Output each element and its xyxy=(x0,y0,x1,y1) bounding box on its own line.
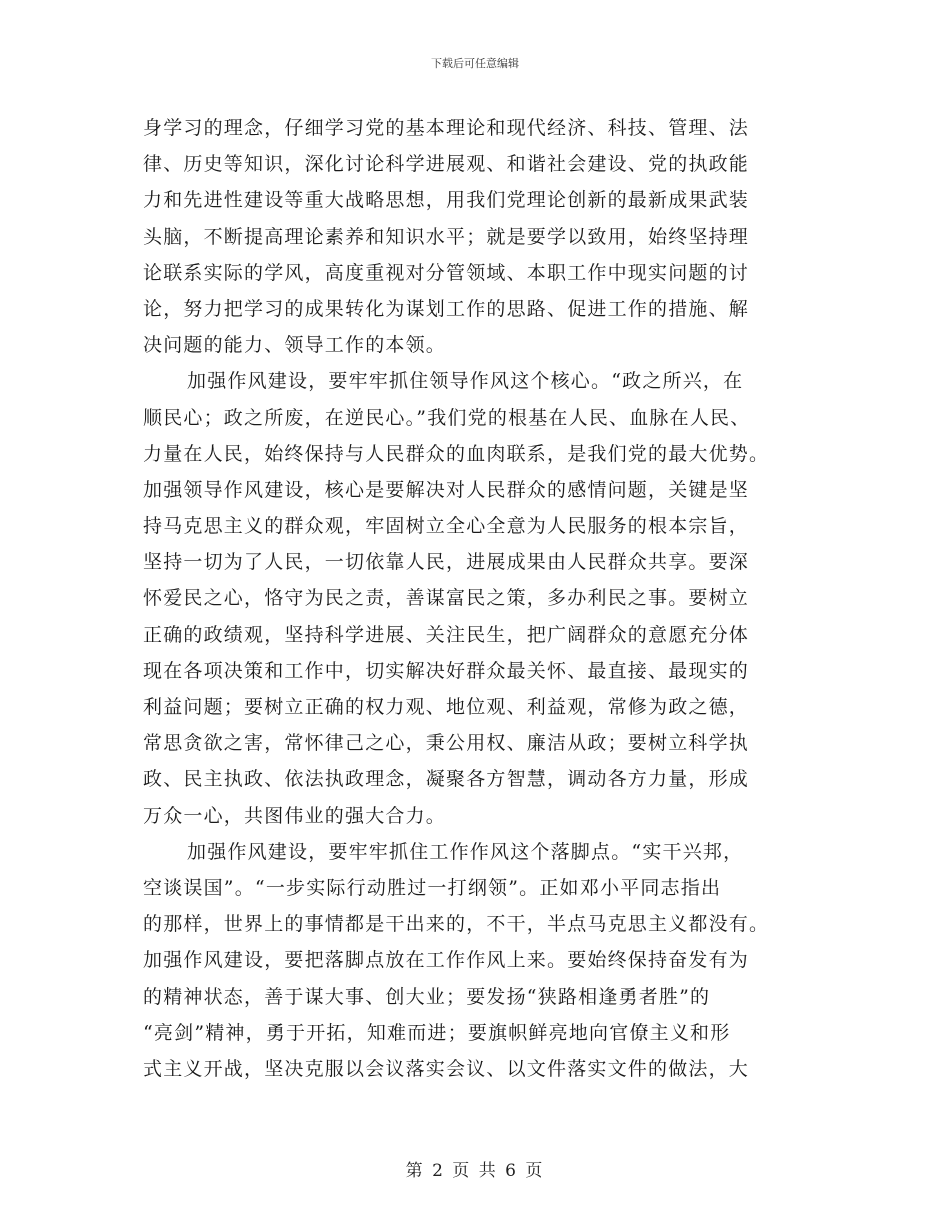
page-footer: 第 2 页 共 6 页 xyxy=(405,1161,545,1181)
text-line: 坚持一切为了人民，一切依靠人民，进展成果由人民群众共享。要深 xyxy=(143,551,750,574)
text-line: 常思贪欲之害，常怀律己之心，秉公用权、廉洁从政；要树立科学执 xyxy=(143,732,750,755)
text-line: 现在各项决策和工作中，切实解决好群众最关怀、最直接、最现实的 xyxy=(143,659,750,682)
text-line: 加强作风建设，要把落脚点放在工作作风上来。要始终保持奋发有为 xyxy=(143,949,750,972)
text-line: 决问题的能力、领导工作的本领。 xyxy=(143,334,447,357)
text-line: “亮剑”精神，勇于开拓，知难而进；要旗帜鲜亮地向官僚主义和形 xyxy=(143,1021,731,1044)
text-line: 的那样，世界上的事情都是干出来的，不干，半点马克思主义都没有。 xyxy=(143,913,770,936)
text-line: 政、民主执政、依法执政理念，凝聚各方智慧，调动各方力量，形成 xyxy=(143,768,750,791)
text-line: 顺民心；政之所废，在逆民心。”我们党的根基在人民、血脉在人民、 xyxy=(143,406,751,429)
text-line: 力量在人民，始终保持与人民群众的血肉联系，是我们党的最大优势。 xyxy=(143,442,770,465)
text-line: 怀爱民之心，恪守为民之责，善谋富民之策，多办利民之事。要树立 xyxy=(143,587,750,610)
text-line: 身学习的理念，仔细学习党的基本理论和现代经济、科技、管理、法 xyxy=(143,117,750,139)
text-line: 持马克思主义的群众观，牢固树立全心全意为人民服务的根本宗旨， xyxy=(143,515,750,538)
text-line: 论联系实际的学风，高度重视对分管领域、本职工作中现实问题的讨 xyxy=(143,261,750,284)
text-line: 空谈误国”。“一步实际行动胜过一打纲领”。正如邓小平同志指出 xyxy=(143,876,722,899)
text-line: 的精神状态，善于谋大事、创大业；要发扬“狭路相逢勇者胜”的 xyxy=(143,985,711,1008)
text-line: 正确的政绩观，坚持科学进展、关注民生，把广阔群众的意愿充分体 xyxy=(143,623,750,646)
text-line: 加强作风建设，要牢牢抓住工作作风这个落脚点。“实干兴邦， xyxy=(187,840,744,863)
text-line: 论，努力把学习的成果转化为谋划工作的思路、促进工作的措施、解 xyxy=(143,297,750,320)
text-line: 万众一心，共图伟业的强大合力。 xyxy=(143,804,447,827)
text-line: 加强领导作风建设，核心是要解决对人民群众的感情问题，关键是坚 xyxy=(143,478,750,501)
document-body xyxy=(143,110,815,1087)
text-line: 律、历史等知识，深化讨论科学进展观、和谐社会建设、党的执政能 xyxy=(143,153,750,176)
page-header: 下载后可任意编辑 xyxy=(431,57,519,70)
text-line: 头脑，不断提高理论素养和知识水平；就是要学以致用，始终坚持理 xyxy=(143,225,750,248)
text-line: 力和先进性建设等重大战略思想，用我们党理论创新的最新成果武装 xyxy=(143,189,750,212)
text-line: 式主义开战，坚决克服以会议落实会议、以文件落实文件的做法，大 xyxy=(143,1057,750,1080)
text-line: 利益问题；要树立正确的权力观、地位观、利益观，常修为政之德， xyxy=(143,696,750,718)
text-line: 加强作风建设，要牢牢抓住领导作风这个核心。“政之所兴，在 xyxy=(187,370,744,393)
